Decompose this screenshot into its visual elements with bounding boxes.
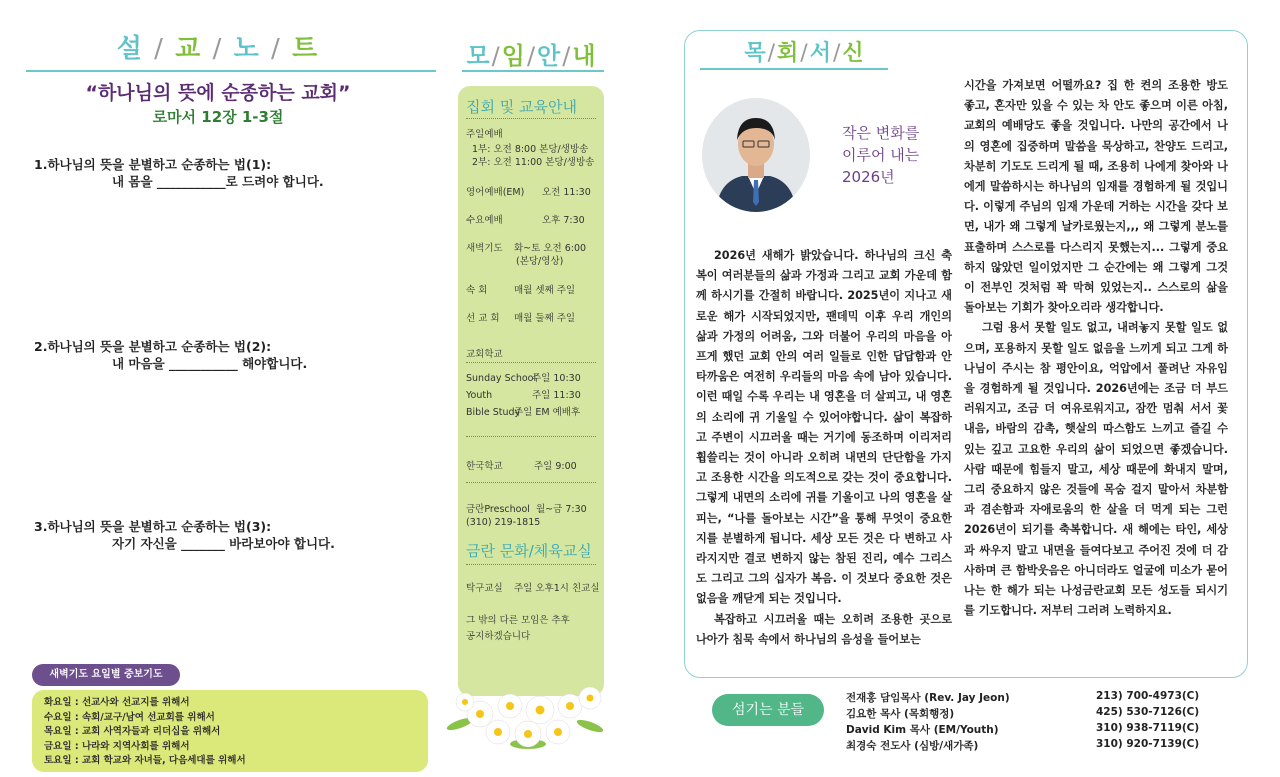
point-heading: 1.하나님의 뜻을 분별하고 순종하는 법(1): bbox=[34, 157, 272, 172]
schedule-line: 2부: 오전 11:00 본당/생방송 bbox=[472, 157, 595, 168]
time: 주일 10:30 bbox=[532, 373, 581, 384]
sermon-point bbox=[34, 518, 434, 552]
time: 주일 오후1시 친교실 bbox=[514, 583, 600, 594]
time: 매월 셋째 주일 bbox=[514, 285, 576, 296]
label: 선 교 회 bbox=[466, 313, 500, 324]
time: 주일 11:30 bbox=[532, 390, 581, 401]
section-heading: 집회 및 교육안내 bbox=[466, 98, 577, 116]
list-item: 목요일 : 교회 사역자들과 리더십을 위해서 bbox=[44, 726, 221, 738]
time: 화~토 오전 6:00 bbox=[514, 243, 587, 254]
point-heading: 2.하나님의 뜻을 분별하고 순종하는 법(2): bbox=[34, 339, 272, 354]
time: 매월 둘째 주일 bbox=[514, 313, 576, 324]
staff-name: 최경숙 전도사 (심방/새가족) bbox=[846, 740, 979, 752]
divider bbox=[466, 482, 596, 483]
divider bbox=[700, 68, 888, 70]
pastor-portrait bbox=[702, 98, 810, 212]
label: 수요예배 bbox=[466, 215, 503, 226]
staff-phone: 213) 700-4973(C) bbox=[1096, 690, 1200, 702]
list-item: 수요일 : 속회/교구/남여 선교회를 위해서 bbox=[44, 711, 215, 723]
scripture-reference: 로마서 12장 1-3절 bbox=[152, 108, 284, 126]
pastoral-letter-heading: 목/회/서/신 bbox=[744, 41, 866, 66]
note: 공지하겠습니다 bbox=[466, 631, 531, 642]
list-item: 화요일 : 선교사와 선교지를 위해서 bbox=[44, 697, 190, 708]
letter-body-right bbox=[964, 76, 1228, 621]
staff-phone: 310) 920-7139(C) bbox=[1096, 738, 1200, 750]
daisy-flowers-image bbox=[440, 684, 616, 756]
paragraph: 복잡하고 시끄러울 때는 오히려 조용한 곳으로 나아가 침묵 속에서 하나님의 음성을 들어보는 bbox=[696, 612, 952, 646]
time: 오전 11:30 bbox=[542, 187, 591, 198]
label: 탁구교실 bbox=[466, 583, 503, 594]
label: Bible Study bbox=[466, 407, 521, 418]
schedule-line: 1부: 오전 8:00 본당/생방송 bbox=[472, 144, 589, 155]
label: 새벽기도 bbox=[466, 243, 503, 254]
staff-heading-badge: 섬기는 분들 bbox=[712, 694, 824, 726]
prayer-badge: 새벽기도 요일별 중보기도 bbox=[32, 664, 180, 686]
section-heading: 금란 문화/체육교실 bbox=[466, 542, 592, 560]
label: 주일예배 bbox=[466, 129, 503, 140]
letter-headline: 작은 변화를 이루어 내는 2026년 bbox=[842, 124, 920, 186]
prayer-list bbox=[44, 696, 246, 769]
paragraph: 2026년 새해가 밝았습니다. 하나님의 크신 축복이 여러분들의 삶과 가정과 그리고 교회 가운데 함께 하시기를 간절히 바랍니다. 2025년이 지나고 새로운 해가 시작되었지만, 팬데믹 이후 우리 개인의 삶과 가정의 어려움, 그와 더불어 우리의 마음을 아프게 했던 교회 안의 여러 일들로 인한 답답함과 안타까움은 여전히 우리들의 마음 속에 남아 있습니다. 이런 때일 수록 우리는 내 영혼을 더 살피고, 내 영혼의 소리에 귀 기울일 수 있어야합니다. 삶이 복잡하고 주변이 시끄러울 때는 거기에 동조하며 이리저리 휩쓸리는 것이 아니라 오히려 내면의 단단함을 가지고 조용한 시간을 의도적으로 갖는 것이 중요합니다. 그렇게 내면의 소리에 귀를 기울이고 나의 영혼을 살피는, “나를 돌아보는 시간”을 통해 무엇이 중요한지를 분별하게 됩니다. 세상 모든 것은 다 변하고 사라지지만 결코 변하지 않는 참된 진리, 예수 그리스도 그리고 그의 십자가 복음. 이 것보다 중요한 것은 없음을 깨닫게 되는 것입니다. bbox=[696, 249, 952, 606]
label: 영어예배(EM) bbox=[466, 187, 525, 198]
time: 주일 9:00 bbox=[534, 461, 577, 472]
staff-phone: 310) 938-7119(C) bbox=[1096, 722, 1200, 734]
paragraph: 그럼 용서 못할 일도 없고, 내려놓지 못할 일도 없으며, 포용하지 못할 일도 없음을 느끼게 되고 그게 하나님이 주시는 참 평안이요, 억압에서 풀려난 자유임을 경험하게 될 것입니다. 2026년에는 조금 더 부드러워지고, 조금 더 여유로워지고, 잠깐 멈춰 서서 꽃 내음, 바람의 감촉, 햇살의 따스함도 느끼고 즐길 수 있는 깊고 고요한 우리의 삶이 되었으면 좋겠습니다. 사람 때문에 힘들지 말고, 세상 때문에 화내지 말며, 그리 중요하지 않은 것들에 목숨 걸지 말아서 차분함과 겸손함과 자애로움의 한 살을 더 먹게 되는 그런 2026년이 되기를 축복합니다. 새 해에는 타인, 세상과 싸우지 말고 내면을 들여다보고 주어진 것에 더 감사하며 큰 함박웃음은 아니더라도 얼굴에 미소가 묻어나는 한 해가 되는 나성금란교회 모든 성도들 되시기를 기도합니다. 저부터 그러려 노력하지요. bbox=[964, 321, 1228, 618]
label: 교회학교 bbox=[466, 349, 503, 360]
divider bbox=[466, 564, 596, 565]
label: Sunday School bbox=[466, 373, 537, 384]
divider bbox=[466, 362, 596, 363]
point-heading: 3.하나님의 뜻을 분별하고 순종하는 법(3): bbox=[34, 519, 272, 534]
time: 오후 7:30 bbox=[542, 215, 585, 226]
label: 금란Preschool bbox=[466, 504, 530, 515]
letter-body-left bbox=[696, 246, 952, 650]
meeting-guide-heading: 모/임/안/내 bbox=[466, 42, 598, 70]
time: 주일 EM 예배후 bbox=[514, 407, 581, 418]
sermon-note-heading: 설 / 교 / 노 / 트 bbox=[116, 34, 320, 64]
point-blank-line: 내 몸을 ___________로 드려야 합니다. bbox=[112, 174, 324, 189]
time: 월~금 7:30 bbox=[536, 504, 587, 515]
sermon-point bbox=[34, 156, 434, 190]
label: Youth bbox=[466, 390, 493, 401]
staff-name: David Kim 목사 (EM/Youth) bbox=[846, 724, 999, 736]
staff-phone: 425) 530-7126(C) bbox=[1096, 706, 1200, 718]
label: 한국학교 bbox=[466, 461, 503, 472]
phone: (310) 219-1815 bbox=[466, 517, 541, 528]
sermon-title: “하나님의 뜻에 순종하는 교회” bbox=[85, 82, 351, 104]
divider bbox=[466, 436, 596, 437]
paragraph: 시간을 가져보면 어떨까요? 집 한 켠의 조용한 방도 좋고, 혼자만 있을 수 있는 차 안도 좋으며 이른 아침, 교회의 예배당도 좋을 것입니다. 나만의 공간에서 나의 영혼에 집중하며 말씀을 묵상하고, 찬양도 드리고, 차분히 기도도 드리게 될 때, 조용히 나에게 찾아와 나에게 말씀하시는 하나님의 임재를 경험하게 될 것입니다. 이렇게 주님의 임재 가운데 거하는 시간을 갖다 보면, 내가 왜 그렇게 날카로웠는지,,, 왜 그렇게 분노를 표출하며 스스로를 다스리지 못했는지... 그렇게 중요하지 않았던 일이었지만 그 순간에는 왜 그렇게 그것이 전부인 것처럼 꽉 막혀 있었는지.. 스스로의 삶을 돌아보는 기회가 찾아오리라 생각합니다. bbox=[964, 79, 1228, 315]
point-blank-line: 내 마음을 ___________ 해야합니다. bbox=[112, 356, 308, 371]
list-item: 금요일 : 나라와 지역사회를 위해서 bbox=[44, 740, 190, 752]
staff-name: 김요한 목사 (목회행정) bbox=[846, 708, 955, 720]
divider bbox=[462, 70, 604, 72]
divider bbox=[26, 70, 436, 72]
sermon-point bbox=[34, 338, 434, 372]
list-item: 토요일 : 교회 학교와 자녀들, 다음세대를 위해서 bbox=[44, 755, 246, 767]
label: 속 회 bbox=[466, 285, 488, 296]
divider bbox=[466, 118, 596, 119]
place: (본당/영상) bbox=[516, 256, 564, 267]
note: 그 밖의 다른 모임은 추후 bbox=[466, 615, 570, 626]
staff-name: 전재홍 담임목사 (Rev. Jay Jeon) bbox=[846, 692, 1010, 704]
point-blank-line: 자기 자신을 _______ 바라보아야 합니다. bbox=[112, 536, 335, 551]
